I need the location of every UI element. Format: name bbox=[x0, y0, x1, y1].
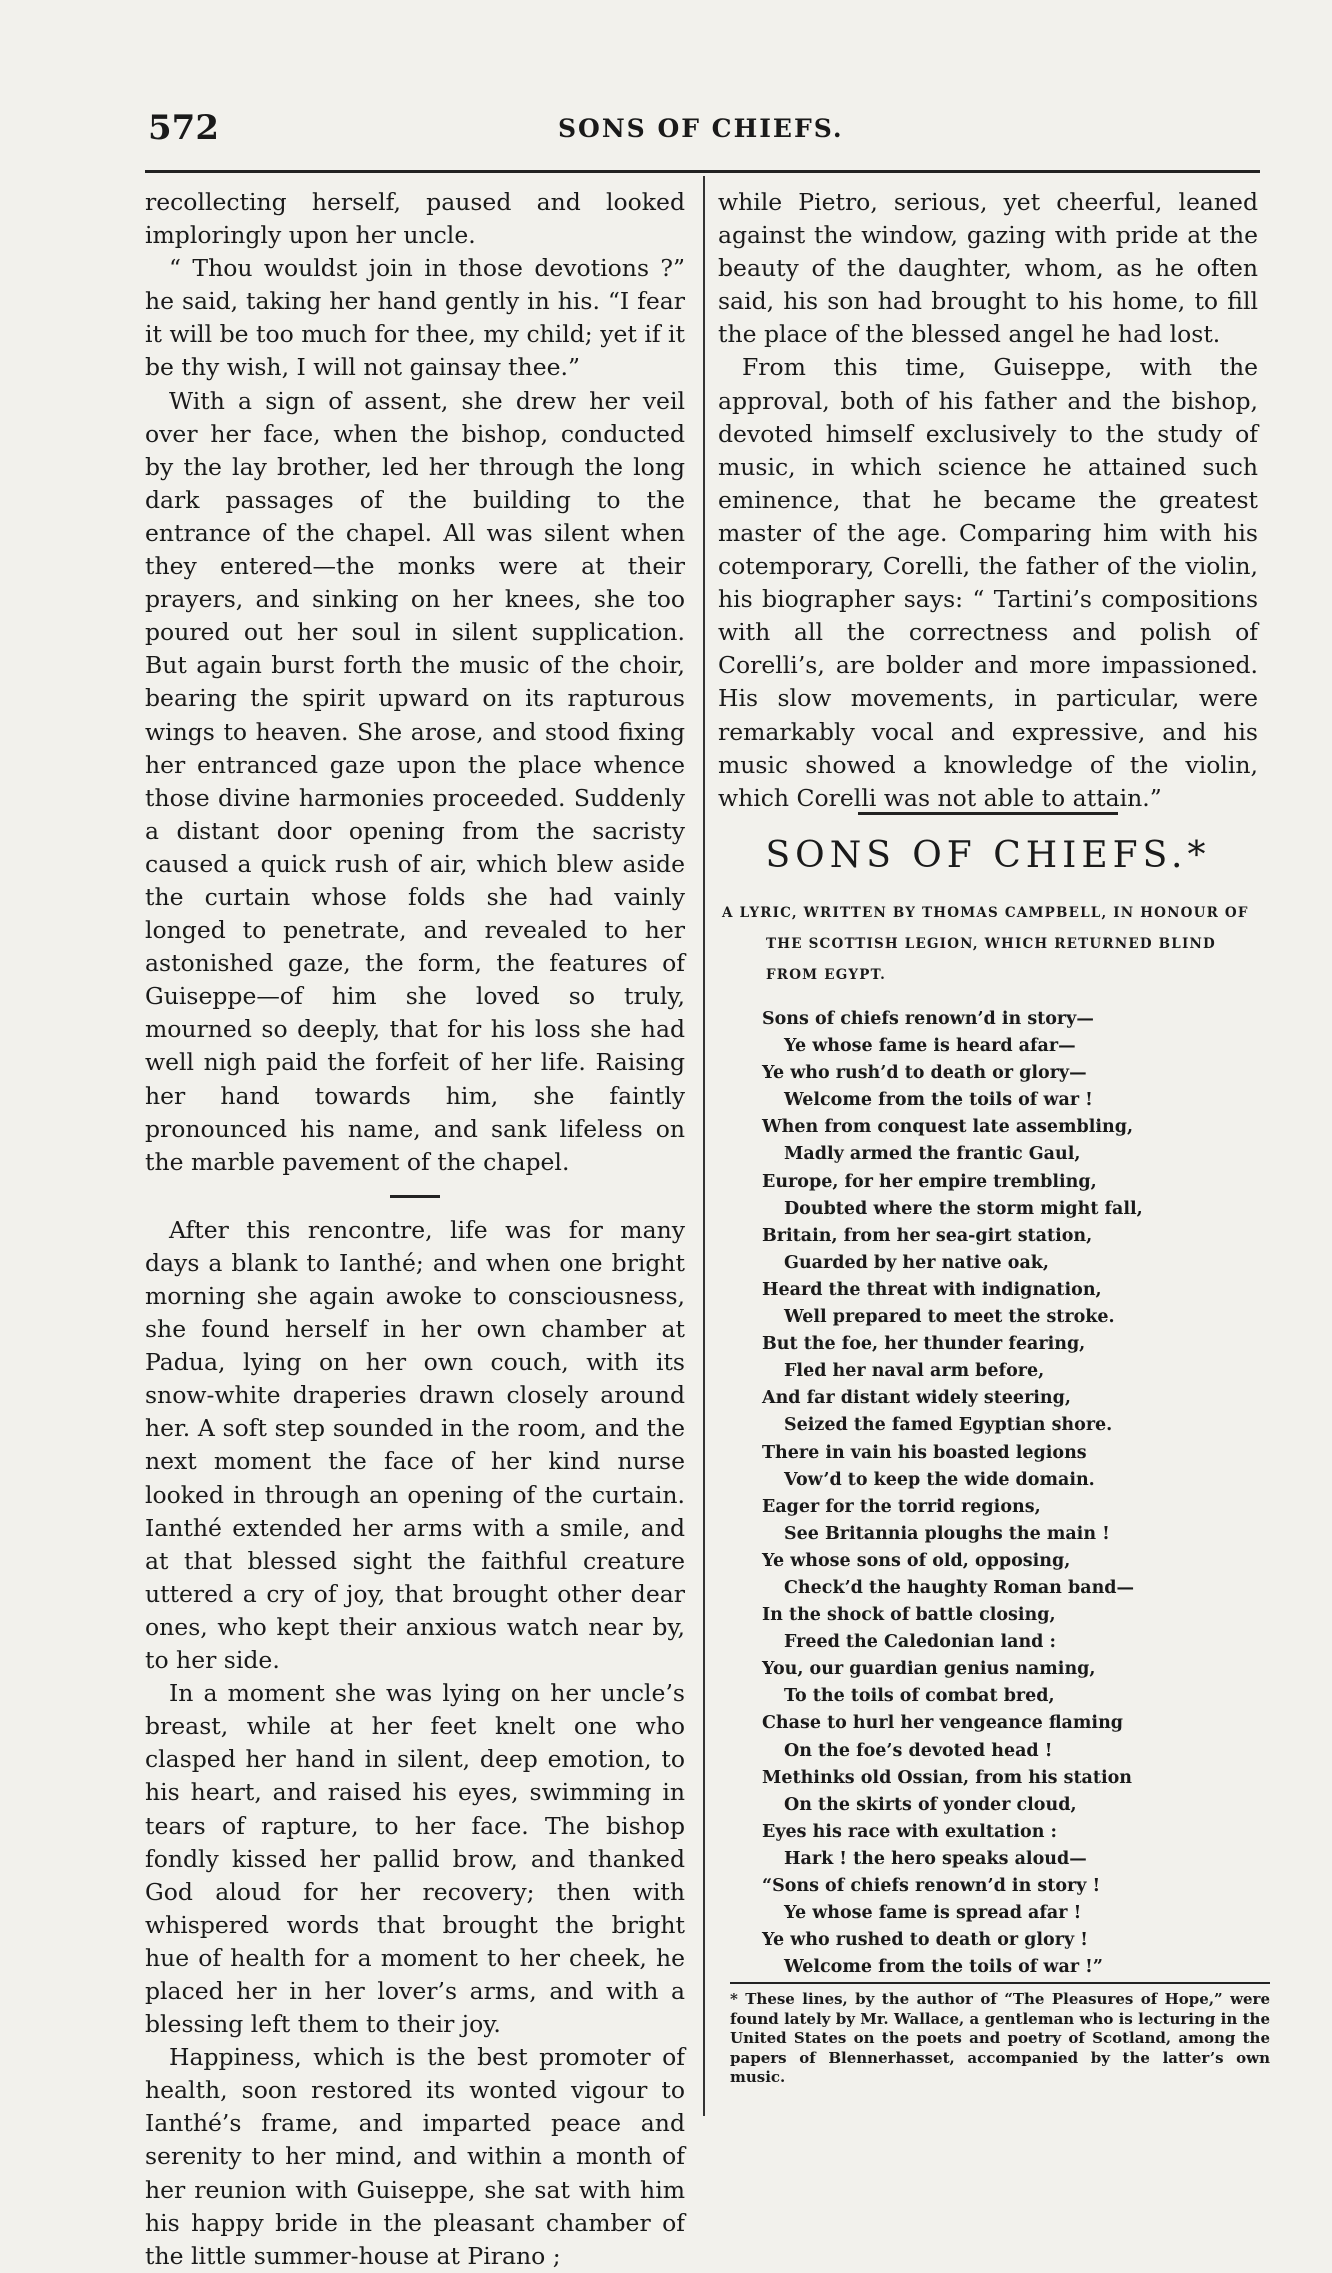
poem-line: Guarded by her native oak, bbox=[784, 1252, 1050, 1273]
paragraph: With a sign of assent, she drew her veil over her face, when the bishop, conducted by the lay brother, led her through the long dark passages of the building to the entrance of the chapel. All was silent when they entered—the monks were at their prayers, and sinking on her knees, she too poured out her soul in silent supplication. But again burst forth the music of the choir, bearing the spirit upward on its rapturous wings to heaven. She arose, and stood fixing her entranced gaze upon the place whence those divine harmonies proceeded. Suddenly a distant door opening from the sacristy caused a quick rush of air, which blew aside the curtain whose folds she had vainly longed to penetrate, and revealed to her astonished gaze, the form, the features of Guiseppe—of him she loved so truly, mourned so deeply, that for his loss she had well nigh paid the forfeit of her life. Raising her hand towards him, she faintly pronounced his name, and sank lifeless on the marble pavement of the chapel. bbox=[145, 386, 685, 1176]
poem-line: Doubted where the storm might fall, bbox=[784, 1198, 1143, 1219]
poem-line: “Sons of chiefs renown’d in story ! bbox=[762, 1876, 1101, 1896]
poem-line: Britain, from her sea-girt station, bbox=[762, 1225, 1093, 1246]
poem-line: Ye whose fame is spread afar ! bbox=[784, 1903, 1082, 1924]
paragraph: while Pietro, serious, yet cheerful, leaned against the window, gazing with pride at the beauty of the daughter, whom, as he often said, his son had brought to his home, to fill the place of the blessed angel he had lost. bbox=[718, 188, 1258, 349]
poem-line: Methinks old Ossian, from his station bbox=[762, 1767, 1132, 1788]
poem-subtitle bbox=[722, 898, 1262, 991]
poem-line: Ye whose sons of old, opposing, bbox=[762, 1550, 1071, 1571]
running-title: SONS OF CHIEFS. bbox=[558, 114, 844, 143]
poem-title: SONS OF CHIEFS.* bbox=[765, 835, 1211, 876]
poem-line: Well prepared to meet the stroke. bbox=[784, 1307, 1115, 1328]
poem-line: Welcome from the toils of war ! bbox=[784, 1090, 1093, 1111]
poem-line: Eyes his race with exultation : bbox=[762, 1821, 1057, 1842]
poem-line: Ye who rushed to death or glory ! bbox=[762, 1930, 1088, 1951]
page-header bbox=[148, 108, 1258, 158]
footnote-rule bbox=[730, 1982, 1270, 1984]
left-column bbox=[145, 186, 685, 2273]
poem-line: You, our guardian genius naming, bbox=[762, 1659, 1096, 1680]
poem-line: Vow’d to keep the wide domain. bbox=[784, 1469, 1095, 1490]
paragraph: From this time, Guiseppe, with the approval, both of his father and the bishop, devoted himself exclusively to the study of music, in which science he attained such eminence, that he became the greatest master of the age. Comparing him with his cotemporary, Corelli, the father of the violin, his biographer says: “ Tartini’s compositions with all the correctness and polish of Corelli’s, are bolder and more impassioned. His slow movements, in particular, were remarkably vocal and expressive, and his music showed a knowledge of the violin, which Corelli was not able to attain.” bbox=[718, 353, 1258, 812]
column-divider bbox=[703, 176, 705, 2116]
poem-line: And far distant widely steering, bbox=[762, 1388, 1071, 1409]
poem-body bbox=[762, 1006, 1262, 1981]
poem-line: Welcome from the toils of war !” bbox=[784, 1957, 1103, 1978]
poem-line: On the skirts of yonder cloud, bbox=[784, 1794, 1077, 1815]
poem-line: Sons of chiefs renown’d in story— bbox=[762, 1009, 1094, 1029]
poem-line: Ye whose fame is heard afar— bbox=[784, 1036, 1076, 1057]
paragraph: recollecting herself, paused and looked imploringly upon her uncle. bbox=[145, 188, 685, 250]
section-separator bbox=[390, 1195, 440, 1198]
paragraph: Happiness, which is the best promoter of health, soon restored its wonted vigour to Ianthé’s frame, and imparted peace and serenity to her mind, and within a month of her reunion with Guiseppe, she sat with him his happy bride in the pleasant chamber of the little summer-house at Pirano ; bbox=[145, 2043, 685, 2270]
header-rule bbox=[145, 170, 1260, 173]
poem-line: Madly armed the frantic Gaul, bbox=[784, 1144, 1081, 1165]
page-number: 572 bbox=[148, 108, 219, 148]
poem-line: Europe, for her empire trembling, bbox=[762, 1171, 1097, 1192]
poem-line: See Britannia ploughs the main ! bbox=[784, 1523, 1110, 1544]
right-column bbox=[718, 186, 1258, 815]
poem-line: Ye who rush’d to death or glory— bbox=[762, 1063, 1087, 1084]
poem-line: Hark ! the hero speaks aloud— bbox=[784, 1848, 1087, 1869]
poem-line: On the foe’s devoted head ! bbox=[784, 1740, 1053, 1761]
poem-line: Freed the Caledonian land : bbox=[784, 1632, 1056, 1653]
poem-line: Chase to hurl her vengeance flaming bbox=[762, 1713, 1124, 1734]
poem-line: Eager for the torrid regions, bbox=[762, 1496, 1041, 1517]
poem-line: Seized the famed Egyptian shore. bbox=[784, 1415, 1113, 1436]
poem-line: In the shock of battle closing, bbox=[762, 1605, 1056, 1626]
paragraph: After this rencontre, life was for many days a blank to Ianthé; and when one bright morning she again awoke to consciousness, she found herself in her own chamber at Padua, lying on her own couch, with its snow-white draperies drawn closely around her. A soft step sounded in the room, and the next moment the face of her kind nurse looked in through an opening of the curtain. Ianthé extended her arms with a smile, and at that blessed sight the faithful creature uttered a cry of joy, that brought other dear ones, who kept their anxious watch near by, to her side. bbox=[145, 1215, 685, 1675]
footnote: * These lines, by the author of “The Pleasures of Hope,” were found lately by Mr. Wallace, a gentleman who is lecturing in the United States on the poets and poetry of Scotland, among the papers of Blennerhasset, accompanied by the latter’s own music. bbox=[730, 1990, 1270, 2086]
poem-line: To the toils of combat bred, bbox=[784, 1686, 1055, 1707]
paragraph: “ Thou wouldst join in those devotions ?” he said, taking her hand gently in his. “I fear it will be too much for thee, my child; yet if it be thy wish, I will not gainsay thee.” bbox=[145, 254, 685, 382]
poem-subtitle-line: FROM EGYPT. bbox=[766, 967, 887, 983]
poem-line: Fled her naval arm before, bbox=[784, 1361, 1045, 1382]
paragraph: In a moment she was lying on her uncle’s breast, while at her feet knelt one who clasped her hand in silent, deep emotion, to his heart, and raised his eyes, swimming in tears of rapture, to her face. The bishop fondly kissed her pallid brow, and thanked God aloud for her recovery; then with whispered words that brought the bright hue of health for a moment to her cheek, he placed her in her lover’s arms, and with a blessing left them to their joy. bbox=[145, 1679, 685, 2039]
poem-line: There in vain his boasted legions bbox=[762, 1442, 1087, 1463]
poem-line: When from conquest late assembling, bbox=[762, 1117, 1134, 1138]
poem-subtitle-line: THE SCOTTISH LEGION, WHICH RETURNED BLIND bbox=[766, 936, 1216, 952]
poem-line: Heard the threat with indignation, bbox=[762, 1279, 1102, 1300]
poem-separator-rule bbox=[858, 812, 1118, 815]
poem-subtitle-line: A LYRIC, WRITTEN BY THOMAS CAMPBELL, IN HONOUR OF bbox=[722, 905, 1249, 921]
poem-line: Check’d the haughty Roman band— bbox=[784, 1577, 1135, 1598]
poem-line: But the foe, her thunder fearing, bbox=[762, 1334, 1086, 1355]
